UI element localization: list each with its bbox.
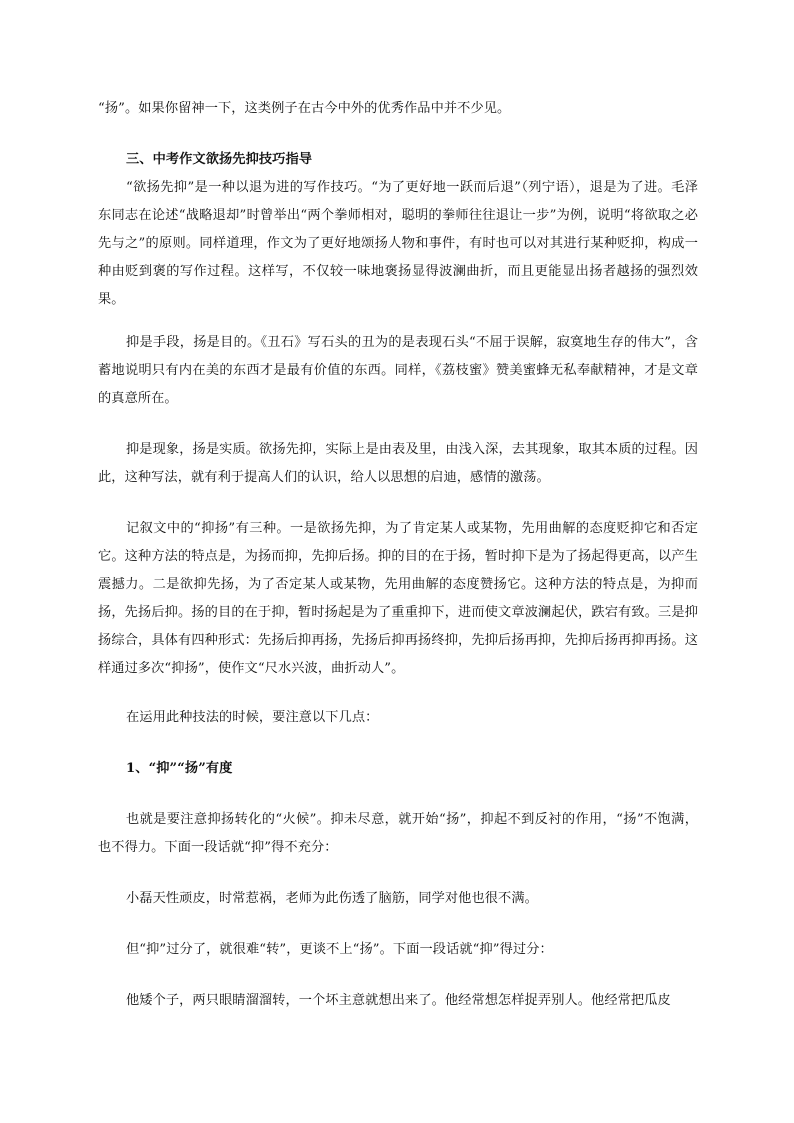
intro-paragraph-tail: “扬”。如果你留神一下，这类例子在古今中外的优秀作品中并不少见。 <box>98 101 511 116</box>
paragraph-means-and-purpose: 抑是手段，扬是目的。《丑石》写石头的丑为的是表现石头“不屈于误解，寂寞地生存的伟大”，含蓄地说明只有内在美的东西才是最有价值的东西。同样，《荔枝蜜》赞美蜜蜂无私奉献精神，才是文章的真意所在。 <box>98 335 698 406</box>
paragraph-yuyang-definition: “欲扬先抑”是一种以退为进的写作技巧。“为了更好地一跃而后退”（列宁语），退是为了进。毛泽东同志在论述“战略退却”时曾举出“两个拳师相对，聪明的拳师往往退让一步”为例，说明“将欲取之必先与之”的原则。同样道理，作文为了更好地颂扬人物和事件，有时也可以对其进行某种贬抑，构成一种由贬到褒的写作过程。这样写，不仅较一味地褒扬显得波澜曲折，而且更能显出扬者越扬的强烈效果。 <box>98 180 698 307</box>
example-excessive: 他矮个子，两只眼睛溜溜转，一个坏主意就想出来了。他经常想怎样捉弄别人。他经常把瓜皮 <box>126 993 671 1008</box>
paragraph-points-intro: 在运用此种技法的时候，要注意以下几点： <box>126 710 379 725</box>
paragraph-phenomenon-essence: 抑是现象，扬是实质。欲扬先抑，实际上是由表及里，由浅入深，去其现象，取其本质的过程。因此，这种写法，就有利于提高人们的认识，给人以思想的启迪，感情的激荡。 <box>98 442 698 485</box>
paragraph-timing: 也就是要注意抑扬转化的“火候”。抑未尽意，就开始“扬”，抑起不到反衬的作用，“扬”不饱满，也不得力。下面一段话就“抑”得不充分： <box>98 812 698 855</box>
example-insufficient: 小磊天性顽皮，时常惹祸，老师为此伤透了脑筋，同学对他也很不满。 <box>126 891 538 906</box>
section-heading: 三、中考作文欲扬先抑技巧指导 <box>126 152 313 167</box>
paragraph-three-types: 记叙文中的“抑扬”有三种。一是欲扬先抑，为了肯定某人或某物，先用曲解的态度贬抑它和否定它。这种方法的特点是，为扬而抑，先抑后扬。抑的目的在于扬，暂时抑下是为了扬起得更高，以产生震撼力。二是欲抑先扬，为了否定某人或某物，先用曲解的态度赞扬它。这种方法的特点是，为抑而扬，先扬后抑。扬的目的在于抑，暂时扬起是为了重重抑下，进而使文章波澜起伏，跌宕有致。三是抑扬综合，具体有四种形式：先扬后抑再扬，先扬后抑再扬终抑，先抑后扬再抑，先抑后扬再抑再扬。这样通过多次“抑扬”，使作文“尺水兴波，曲折动人”。 <box>98 521 698 676</box>
paragraph-excessive: 但“抑”过分了，就很难“转”，更谈不上“扬”。下面一段话就“抑”得过分： <box>126 942 553 957</box>
point-1-heading: 1、“抑”“扬”有度 <box>126 761 233 776</box>
